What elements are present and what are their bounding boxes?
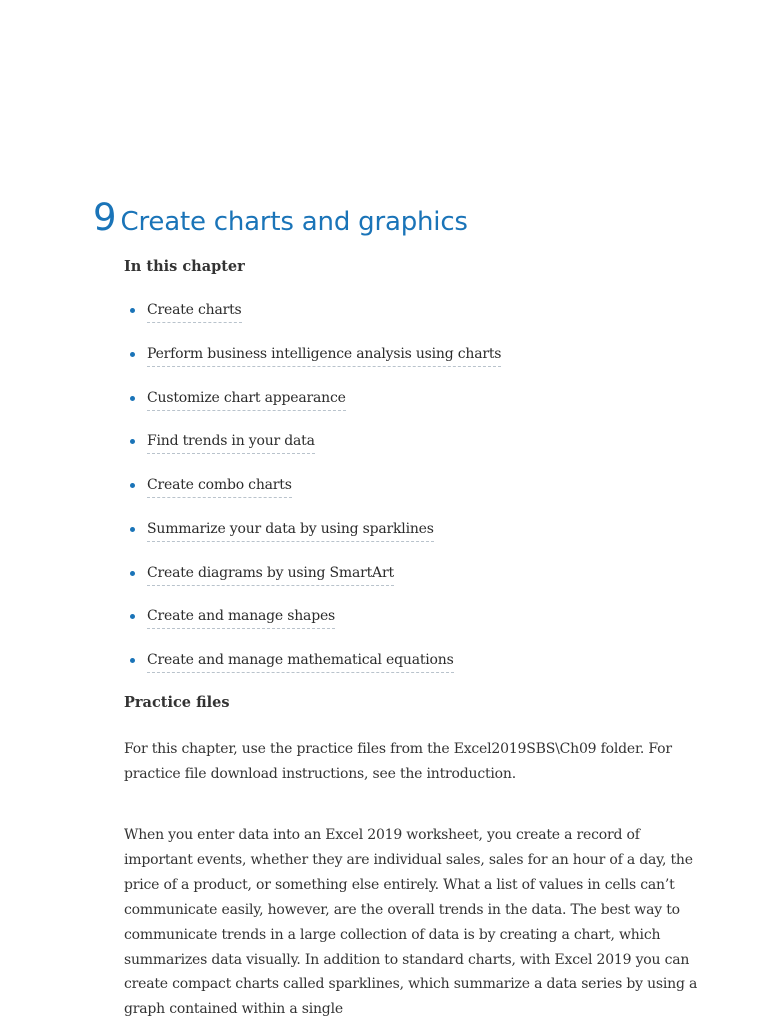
bullet-icon (130, 658, 135, 663)
list-item (130, 298, 501, 342)
bullet-icon (130, 308, 135, 313)
bullet-icon (130, 396, 135, 401)
list-item (130, 648, 501, 692)
bullet-icon (130, 352, 135, 357)
bullet-icon (130, 439, 135, 444)
chapter-heading (93, 196, 468, 244)
chapter-number: 9 (93, 196, 117, 239)
topic-link-shapes[interactable]: Create and manage shapes (147, 604, 335, 629)
practice-files-paragraph: For this chapter, use the practice files from the Excel2019SBS\Ch09 folder. For practice file download instructions, see the introduction. (124, 741, 672, 782)
topic-link-sparklines[interactable]: Summarize your data by using sparklines (147, 517, 434, 542)
list-item (130, 386, 501, 430)
list-item (130, 473, 501, 517)
bullet-icon (130, 614, 135, 619)
topic-link-customize-appearance[interactable]: Customize chart appearance (147, 386, 346, 411)
topic-link-combo-charts[interactable]: Create combo charts (147, 473, 292, 498)
topic-link-business-intelligence[interactable]: Perform business intelligence analysis using charts (147, 342, 501, 367)
bullet-icon (130, 571, 135, 576)
list-item (130, 429, 501, 473)
chapter-title: Create charts and graphics (120, 207, 468, 237)
practice-files-heading: Practice files (124, 694, 230, 711)
chapter-topics-list (130, 298, 501, 692)
bullet-icon (130, 527, 135, 532)
list-item (130, 517, 501, 561)
list-item (130, 342, 501, 386)
bullet-icon (130, 483, 135, 488)
topic-link-create-charts[interactable]: Create charts (147, 298, 242, 323)
list-item (130, 561, 501, 605)
topic-link-smartart[interactable]: Create diagrams by using SmartArt (147, 561, 394, 586)
list-item (130, 604, 501, 648)
topic-link-find-trends[interactable]: Find trends in your data (147, 429, 315, 454)
topic-link-equations[interactable]: Create and manage mathematical equations (147, 648, 454, 673)
intro-paragraph: When you enter data into an Excel 2019 worksheet, you create a record of important events, whether they are individual sales, sales for an hour of a day, the price of a product, or something else entirely. What a list of values in cells can’t communicate easily, however, are the overall trends in the data. The best way to communicate trends in a large collection of data is by creating a chart, which summarizes data visually. In addition to standard charts, with Excel 2019 you can create compact charts called sparklines, which summarize a data series by using a graph contained within a single (124, 827, 698, 1018)
in-this-chapter-heading: In this chapter (124, 258, 245, 275)
